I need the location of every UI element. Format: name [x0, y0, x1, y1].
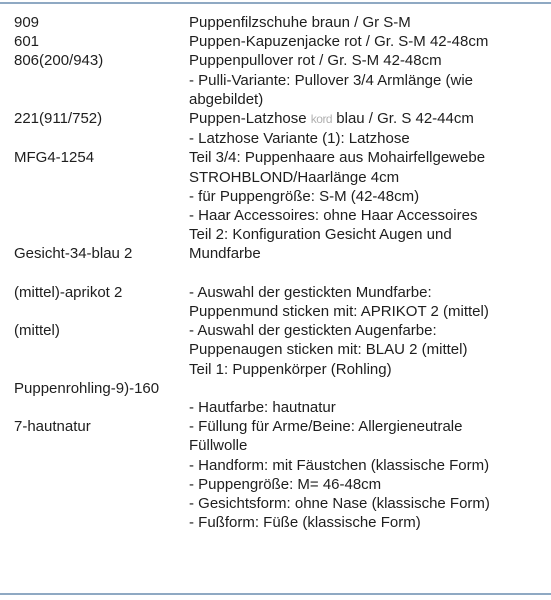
table-row — [14, 109, 544, 148]
item-description — [189, 109, 544, 148]
description-line: - Latzhose Variante (1): Latzhose — [189, 130, 410, 148]
description-line: Teil 1: Puppenkörper (Rohling) — [189, 360, 392, 378]
item-description — [189, 51, 544, 109]
spacer — [189, 379, 544, 398]
item-code: 601 — [14, 33, 40, 51]
item-code — [14, 360, 189, 456]
description-line: - Füllung für Arme/Beine: Allergieneutrale — [189, 418, 463, 436]
code-line: Puppenrohling-9)-160 — [14, 379, 160, 397]
table-row — [14, 148, 544, 225]
item-code — [14, 225, 189, 359]
item-description — [189, 360, 544, 533]
description-line: Puppenfilzschuhe braun / Gr S-M — [189, 14, 411, 31]
item-description — [189, 13, 544, 32]
code-line: (mittel) — [14, 322, 60, 340]
table-row — [14, 51, 544, 109]
item-code: 221(911/752) — [14, 110, 103, 128]
description-line: - Hautfarbe: hautnatur — [189, 399, 336, 417]
top-rule — [0, 2, 551, 4]
description-line: Teil 3/4: Puppenhaare aus Mohairfellgewebe — [189, 149, 486, 167]
description-line: - Handform: mit Fäustchen (klassische Form) — [189, 456, 490, 474]
description-line: Teil 2: Konfiguration Gesicht Augen und — [189, 226, 452, 244]
item-code: MFG4-1254 — [14, 149, 95, 167]
description-line: STROHBLOND/Haarlänge 4cm — [189, 168, 400, 186]
description-line: - Auswahl der gestickten Mundfarbe: — [189, 283, 432, 301]
description-line: - Auswahl der gestickten Augenfarbe: — [189, 322, 437, 340]
description-part: Puppen-Latzhose — [189, 110, 307, 128]
item-table — [14, 13, 544, 532]
item-description — [189, 148, 544, 225]
blurred-text: kord — [310, 112, 333, 127]
item-code: 909 — [14, 14, 40, 31]
item-description — [189, 32, 544, 51]
description-part: blau / Gr. S 42-44cm — [336, 110, 474, 128]
bottom-rule — [0, 593, 551, 595]
description-line: - Fußform: Füße (klassische Form) — [189, 514, 421, 532]
description-line: Puppenpullover rot / Gr. S-M 42-48cm — [189, 52, 442, 70]
description-line: Füllwolle — [189, 437, 248, 455]
description-line: - Haar Accessoires: ohne Haar Accessoires — [189, 207, 478, 225]
table-row — [14, 13, 544, 32]
spacer — [189, 264, 544, 283]
code-line: Gesicht-34-blau 2 — [14, 245, 133, 263]
description-line: abgebildet) — [189, 90, 264, 108]
table-row — [14, 225, 544, 359]
description-line: Puppen-Kapuzenjacke rot / Gr. S-M 42-48cm — [189, 33, 489, 51]
description-line: - Gesichtsform: ohne Nase (klassische Form) — [189, 495, 490, 513]
item-code: 806(200/943) — [14, 52, 104, 70]
code-line: (mittel)-aprikot 2 — [14, 283, 123, 301]
code-line: 7-hautnatur — [14, 418, 91, 436]
description-line: - Puppengröße: M= 46-48cm — [189, 475, 382, 493]
description-line: - Pulli-Variante: Pullover 3/4 Armlänge (wie — [189, 71, 474, 89]
table-row — [14, 32, 544, 51]
table-row — [14, 360, 544, 533]
item-description — [189, 225, 544, 359]
description-line: Puppenmund sticken mit: APRIKOT 2 (mittel) — [189, 303, 489, 321]
description-line — [189, 109, 544, 129]
description-line: Mundfarbe — [189, 245, 261, 263]
description-line: Puppenaugen sticken mit: BLAU 2 (mittel) — [189, 341, 468, 359]
description-line: - für Puppengröße: S-M (42-48cm) — [189, 187, 420, 205]
